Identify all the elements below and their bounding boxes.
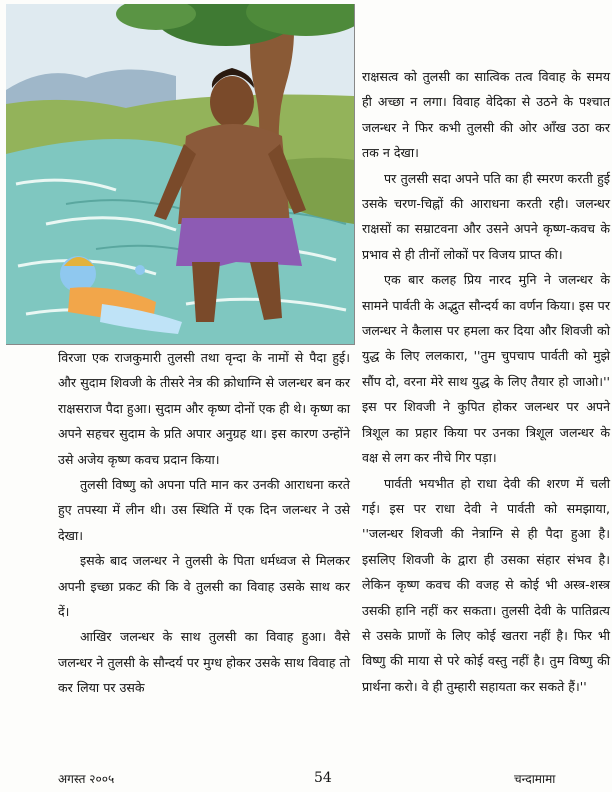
paragraph: तुलसी विष्णु को अपना पति मान कर उनकी आराधना करते हुए तपस्या में लीन थी। उस स्थिति में एक दिन जलन्धर ने उसे देखा। [58,477,350,543]
paragraph: राक्षसत्व को तुलसी का सात्विक तत्व विवाह के समय ही अच्छा न लगा। विवाह वेदिका से उठने के पश्चात जलन्धर ने फिर कभी तुलसी की ओर आँख उठा कर तक न देखा। [362,69,610,161]
paragraph: विरजा एक राजकुमारी तुलसी तथा वृन्दा के नामों से पैदा हुई। और सुदाम शिवजी के तीसरे नेत्र की क्रोधाग्नि से जलन्धर बन कर राक्षसराज पैदा हुआ। सुदाम और कृष्ण दोनों एक ही थे। कृष्ण का अपने सहचर सुदाम के प्रति अपार अनुग्रह था। इस कारण उन्होंने उसे अजेय कृष्ण कवच प्रदान किया। [58,350,350,467]
page-footer [0,770,612,790]
left-text-column [58,345,350,701]
page-number: 54 [314,770,332,786]
story-illustration [6,4,355,345]
paragraph: पर तुलसी सदा अपने पति का ही स्मरण करती हुई उसके चरण-चिह्नों की आराधना करती रही। जलन्धर राक्षसों का सम्राटवना और उसने अपने कृष्ण-कवच के प्रभाव से ही तीनों लोकों पर विजय प्राप्त की। [362,170,610,262]
right-text-column [362,64,610,699]
issue-date: अगस्त २००५ [58,772,115,786]
paragraph: इसके बाद जलन्धर ने तुलसी के पिता धर्मध्वज से मिलकर अपनी इच्छा प्रकट की कि वे तुलसी का विवाह उसके साथ कर दें। [58,553,350,620]
paragraph: एक बार कलह प्रिय नारद मुनि ने जलन्धर के सामने पार्वती के अद्भुत सौन्दर्य का वर्णन किया। इस पर जलन्धर ने कैलास पर हमला कर दिया और शिवजी को युद्ध के लिए ललकारा, ''तुम चुपचाप पार्वती को मुझे सौंप दो, वरना मेरे साथ युद्ध के लिए तैयार हो जाओ।'' इस पर शिवजी ने कुपित होकर जलन्धर पर अपने त्रिशूल का प्रहार किया पर उनका त्रिशूल जलन्धर के वक्ष से लग कर नीचे गिर पड़ा। [362,272,610,466]
magazine-name: चन्दामामा [514,772,556,786]
paragraph: पार्वती भयभीत हो राधा देवी की शरण में चली गई। इस पर राधा देवी ने पार्वती को समझाया, ''जलन्धर शिवजी की नेत्राग्नि से ही पैदा हुआ है। इसलिए शिवजी के द्वारा ही उसका संहार संभव है। लेकिन कृष्ण कवच की वजह से कोई भी अस्त्र-शस्त्र उसकी हानि नहीं कर सकता। तुलसी देवी के पातिव्रत्य से उसके प्राणों के लिए कोई खतरा नहीं है। फिर भी विष्णु की माया से परे कोई वस्तु नहीं है। तुम विष्णु की प्रार्थना करो। वे ही तुम्हारी सहायता कर सकते हैं।'' [362,475,610,694]
paragraph: आखिर जलन्धर के साथ तुलसी का विवाह हुआ। वैसे जलन्धर ने तुलसी के सौन्दर्य पर मुग्ध होकर उसके साथ विवाह तो कर लिया पर उसके [58,629,350,696]
